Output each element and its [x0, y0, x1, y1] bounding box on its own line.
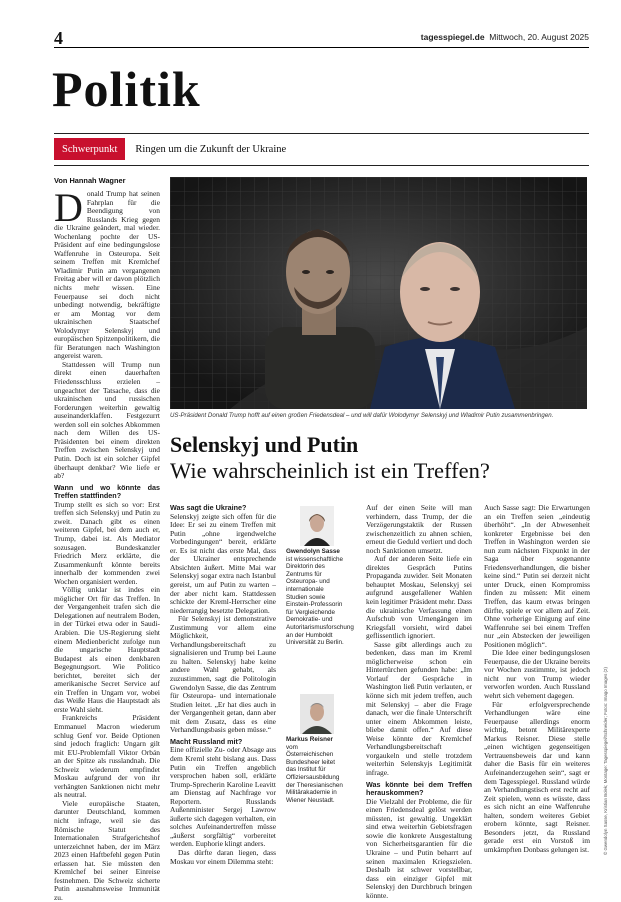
top-rule	[54, 47, 589, 48]
bio-name: Markus Reisner	[286, 736, 333, 743]
paragraph: Die Vielzahl der Probleme, die für einen Friedensdeal gelöst werden müssten, ist gewaltig. Ungeklärt sind etwa weiterhin Gebietsfragen sowie die konkrete Ausgestaltung von Sicherheitsgarantien für die Ukraine – und Putin beharrt auf seinen maximalen Kriegszielen. Deshalb ist schwer vorstellbar, dass ein einziger Gipfel mit Selenskyj den Durchbruch bringen könnte.	[366, 796, 472, 900]
bio-name: Gwendolyn Sasse	[286, 548, 340, 555]
paragraph: Viele europäische Staaten, darunter Deutschland, kommen nicht infrage, weil sie das Römische Statut des Internationalen Strafgerichtshof unterzeichnet haben, der im März 2023 einen Haftbefehl gegen Putin erlassen hat. Sie müssten den Kremlchef bei seiner Einreise festnehmen. Die Schweiz sicherte Putin ausnahmsweise Immunität zu.	[54, 798, 160, 902]
rubric-title: Ringen um die Zukunft der Ukraine	[135, 143, 287, 155]
paragraph: Die Idee einer bedingungslosen Feuerpause, die der Ukraine bereits vor Wochen zustimmte, ist jedoch nicht nur von Trump wieder verworfen worden. Auch Russland wehrt sich vehement dagegen.	[484, 648, 590, 701]
article-column-2	[170, 504, 276, 866]
masthead	[421, 32, 589, 42]
subheading: Wann und wo könnte das Treffen stattfinden?	[54, 482, 160, 501]
subheadline: Wie wahrscheinlich ist ein Treffen?	[170, 458, 490, 483]
paragraph: Für Selenskyj ist demonstrative Zustimmung vor allem eine Möglichkeit, Verhandlungsbereitschaft zu signalisieren und Trump bei Laune zu halten. Selenskyj habe keine andere Wahl gehabt, als zuzustimmen, sagt die Politologin Gwendolyn Sasse, die das Zentrum für Osteuropa- und internationale Studien leitet. „Er hat dies auch in der Vergangenheit getan, dann aber mit dem Zusatz, dass es eine Verhandlungsbasis geben müsse.“	[170, 614, 276, 735]
lead-photo	[170, 177, 587, 409]
page-number: 4	[54, 28, 63, 48]
rubric-rule-top	[54, 133, 589, 134]
paragraph: Auf der anderen Seite liefe ein direktes Gespräch Putins Propaganda zuwider. Seit Monaten behauptet Moskau, Selenskyj sei aufgrund ausgefallener Wahlen kein legitimer Präsident mehr. Dass die ukrainische Verfassung einen Aufschub von Urnengängen im Kriegsfall vorsieht, wird dabei geflissentlich ignoriert.	[366, 554, 472, 641]
bio-text: ist wissenschaftliche Direktorin des Zentrums für Osteuropa- und internationale Studien sowie Einstein-Professorin für Vergleichende Demokratie- und Autoritarismusforschung an der Humboldt Universität zu Berlin.	[286, 555, 354, 647]
portrait-reisner	[300, 694, 334, 734]
photo-montage-graphic	[170, 177, 587, 409]
issue-date: Mittwoch, 20. August 2025	[489, 32, 589, 42]
paragraph: Völlig unklar ist indes ein möglicher Ort für das Treffen. In der Vergangenheit trafen sich die Delegationen auf neutralem Boden, in der Türkei etwa oder in Saudi-Arabien. Die US-Regierung sieht einem Medienbericht zufolge nun die ungarische Hauptstadt Budapest als einen denkbaren Begegnungsort. Wie Politico berichtet, bereitet sich der amerikanische Secret Service auf ein Treffen in Ungarn vor, wobei das Weiße Haus die Hauptstadt als erste Wahl sieht.	[54, 585, 160, 714]
portrait-sasse	[300, 506, 334, 546]
bio-sasse	[286, 548, 354, 647]
paragraph: Selenskyj zeigte sich offen für die Idee: Er sei zu einem Treffen mit Putin „ohne irgendwelche Vorbedingungen“ bereit, erklärte er. Es ist nicht das erste Mal, dass der Ukrainer entsprechende Absichten äußert. Mitte Mai war Selenskyj sogar extra nach Istanbul gereist, um auf Putin zu warten – der aber nicht kam. Stattdessen schickte der Kreml-Herrscher eine niederrangig besetzte Delegation.	[170, 511, 276, 615]
headline: Selenskyj und Putin	[170, 432, 359, 457]
drop-cap: D	[54, 185, 83, 230]
subheading: Macht Russland mit?	[170, 736, 243, 746]
section-title: Politik	[52, 61, 201, 117]
paragraph: Für erfolgversprechende Verhandlungen wäre eine Feuerpause allerdings enorm wichtig, betont Militärexperte Markus Reisner. Diese stelle „einen wichtigen gegenseitigen Vertrauensbeweis dar und kann daher die Basis für ein weiteres Aufeinanderzugehen sein“, sagt er dem Tagesspiegel. Russland würde an Verhandlungstisch erst recht auf Zeit spielen, wenn es wüsste, dass es sich nicht an eine Waffenruhe halten, sondern weiteres Gebiet erobern könnte, sagt Reisner. Besonders jetzt, da Russland gerade erst ein Vorstoß im umkämpften Donbass gelungen ist.	[484, 699, 590, 854]
rubric-tag: Schwerpunkt	[54, 138, 125, 160]
lead-paragraph: Donald Trump hat seinen Fahrplan für die Beendigung von Russlands Krieg gegen die Ukraine geändert, mal wieder. Wochenlang pochte der US-Präsident auf eine bedingungslose Waffenruhe in Osteuropa. Seit seinem Treffen mit Kremlchef Wladimir Putin am vergangenen Freitag aber will er davon plötzlich nichts mehr wissen. Eine Feuerpause sei doch nicht unbedingt notwendig, bekräftigte er am Montag vor dem ukrainischen Staatschef Wolodymyr Selenskyj und europäischen Spitzenpolitikern, die für Beratungen nach Washington angereist waren.	[54, 185, 160, 361]
bio-reisner	[286, 736, 346, 804]
byline: Von Hannah Wagner	[54, 176, 126, 185]
photo-credit: © Gwendolyn Sasse, Kristian Bolek; Montage: Tagesspiegel/Schneider; Fotos: Imago Images (2)	[603, 667, 608, 855]
article-column-1	[54, 185, 160, 902]
subheading: Was sagt die Ukraine?	[170, 503, 247, 512]
rubric-bar	[54, 138, 286, 160]
subheading: Was könnte bei dem Treffen herauskommen?	[366, 779, 472, 798]
paragraph: Stattdessen will Trump nun direkt einen dauerhaften Friedensschluss erzielen – ungeachtet der Tatsache, dass die ukrainischen und russischen Forderungen weiterhin gewaltig auseinanderklaffen. Festgezurrt werden soll ein solches Abkommen nach dem Willen des US-Präsidenten bei einem direkten Treffen zwischen Selenskyj und Putin. Doch ist ein solcher Gipfel überhaupt denkbar? Wie liefe er ab?	[54, 359, 160, 481]
article-column-3	[366, 504, 472, 900]
bio-text: vom Österreichischen Bundesheer leitet das Institut für Offiziersausbildung der Theresianischen Militärakademie in Wiener Neustadt.	[286, 743, 343, 804]
article-column-4	[484, 504, 590, 854]
paragraph: Das dürfte daran liegen, dass Moskau vor einem Dilemma steht:	[170, 847, 276, 866]
site-name: tagesspiegel.de	[420, 32, 485, 42]
paragraph: Trump stellt es sich so vor: Erst treffen sich Selenskyj und Putin zu zweit. Danach gibt es einen weiteren Gipfel, bei dem auch er, Trump, dabei ist. Als Mediator sozusagen. Bundeskanzler Friedrich Merz erklärte, die Zusammenkunft könnte bereits innerhalb der kommenden zwei Wochen organisiert werden.	[54, 499, 160, 586]
paragraph: Auf der einen Seite will man verhindern, dass Trump, der die Verzögerungstaktik der Russen zwischenzeitlich zu ahnen schien, erneut die Geduld verliert und doch noch Sanktionen umsetzt.	[366, 503, 472, 555]
rubric-rule-bottom	[54, 165, 589, 166]
photo-caption: US-Präsident Donald Trump hofft auf einen großen Friedensdeal – und will dafür Wolodymyr Selenskyj und Wladimir Putin zusammenbringen.	[170, 412, 554, 419]
paragraph: Auch Sasse sagt: Die Erwartungen an ein Treffen seien „eindeutig überhöht“. „In der Abwesenheit konkreter Ergebnisse bei den Treffen in Washington werden sie nun zum nächsten Fixpunkt in der Saga über sogenannte Friedensverhandlungen, die bisher keine sind.“ Putin sei derzeit nicht unter Druck, einen Kompromiss finden zu müssen: Mit einem Treffen, das kaum etwas bringen dürfte, spiele er vor allem auf Zeit. Ohne vorherige Einigung auf eine Waffenruhe sei bei einem Treffen nur „ein Abstecken der jeweiligen Positionen möglich“.	[484, 503, 590, 649]
paragraph: Sasse gibt allerdings auch zu bedenken, dass man im Kreml möglicherweise schon ein Hintertürchen gefunden habe: „Im Vorlauf der Gespräche in Washington ließ Putin verlauten, er könne sich mit jedem treffen, auch mit Selenskyj – aber die Frage danach, wer die finale Unterschrift unter einem Abkommen leiste, bliebe damit offen.“ Auf diese Weise könnte der Kremlchef Verhandlungsbereitschaft vorgaukeln und stelle trotzdem weiterhin Selenskyjs Legitimität infrage.	[366, 639, 472, 777]
paragraph: Eine offizielle Zu- oder Absage aus dem Kreml steht bislang aus. Dass Putin ein Treffen angeblich versprochen haben soll, erklärte Trump-Sprecherin Karoline Leavitt am Dienstag auf Nachfrage vor Reportern. Russlands Außenminister Sergej Lawrow äußerte sich dagegen verhalten, ein solches Aufeinandertreffen müsse „äußerst sorgfältig“ vorbereitet werden. Euphorie klingt anders.	[170, 745, 276, 849]
paragraph: Frankreichs Präsident Emmanuel Macron wiederum schlug Genf vor. Beide Optionen sind jedoch fraglich: Ungarn gilt mit EU-Problemfall Viktor Orbán an der Spitze als russlandnah. Die Schweiz wiederum empfindet Moskau aufgrund der von ihr verhängten Sanktionen nicht mehr als neutral.	[54, 713, 160, 800]
